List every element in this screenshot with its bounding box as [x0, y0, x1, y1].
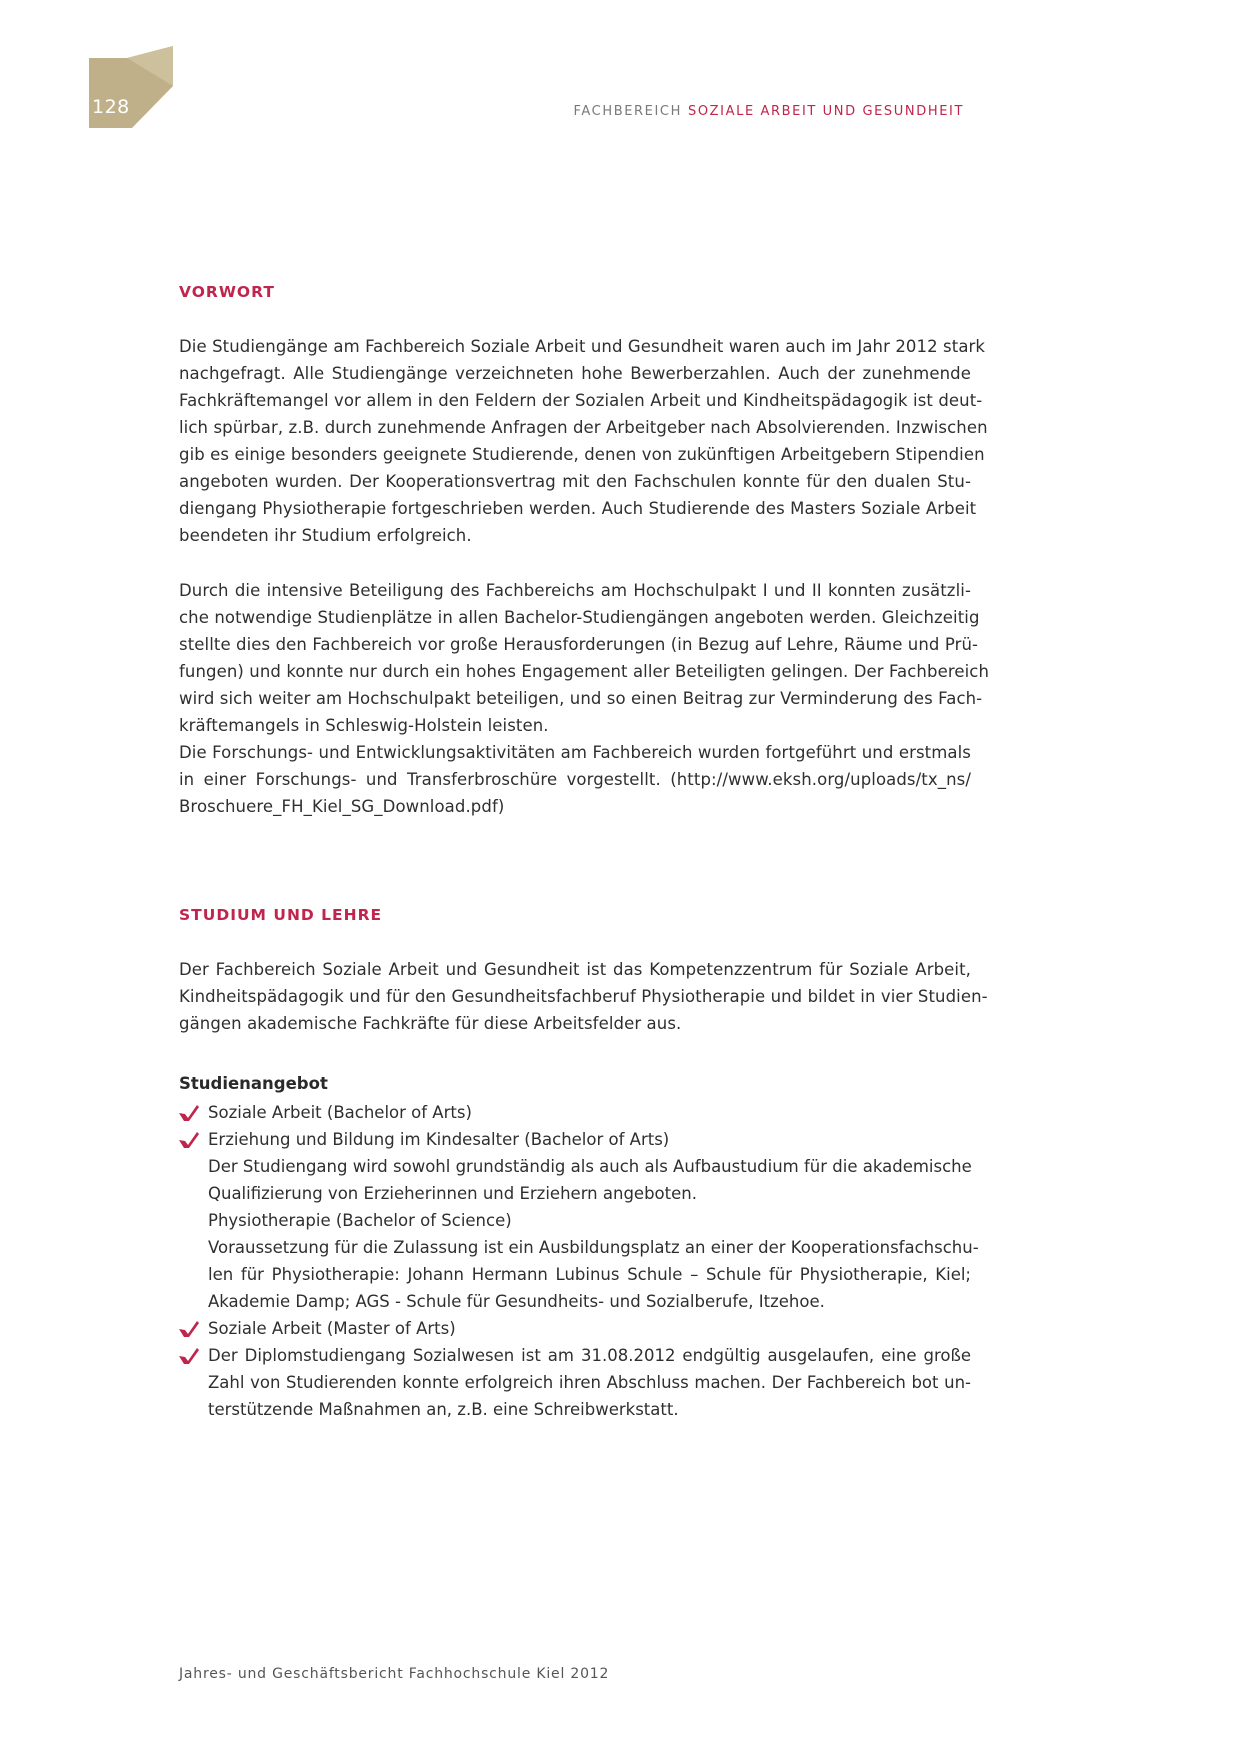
checkmark-icon [179, 1321, 199, 1337]
text-line: Zahl von Studierenden konnte erfolgreich ihren Abschluss machen. Der Fachbereich bot un- [208, 1373, 971, 1392]
text-line: Akademie Damp; AGS - Schule für Gesundheits- und Sozialberufe, Itzehoe. [208, 1292, 825, 1311]
running-header-section: SOZIALE ARBEIT UND GESUNDHEIT [687, 104, 964, 119]
text-line: kräftemangels in Schleswig-Holstein leisten. [179, 716, 549, 735]
studienangebot-list [179, 1099, 979, 1423]
text-line: Fachkräftemangel vor allem in den Feldern der Sozialen Arbeit und Kindheitspädagogik ist deut- [179, 391, 983, 410]
text-line: Soziale Arbeit (Master of Arts) [208, 1319, 456, 1338]
list-item [179, 1126, 979, 1315]
text-line: fungen) und konnte nur durch ein hohes Engagement aller Beteiligten gelingen. Der Fachbereich [179, 662, 990, 681]
text-line: stellte dies den Fachbereich vor große Herausforderungen (in Bezug auf Lehre, Räume und Prü- [179, 635, 979, 654]
text-line: Qualifizierung von Erzieherinnen und Erziehern angeboten. [208, 1184, 697, 1203]
text-line: Der Studiengang wird sowohl grundständig als auch als Aufbaustudium für die akademische [208, 1157, 972, 1176]
section-heading-studium-und-lehre: STUDIUM UND LEHRE [179, 906, 383, 924]
text-line: Kindheitspädagogik und für den Gesundheitsfachberuf Physiotherapie und bildet in vier Studien- [179, 987, 988, 1006]
vorwort-paragraph-2 [179, 577, 990, 820]
text-line: nachgefragt. Alle Studiengänge verzeichneten hohe Bewerberzahlen. Auch der zunehmende [179, 364, 971, 383]
text-line: Der Fachbereich Soziale Arbeit und Gesundheit ist das Kompetenzzentrum für Soziale Arbeit, [179, 960, 971, 979]
text-line: Broschuere_FH_Kiel_SG_Download.pdf) [179, 797, 505, 816]
running-header [574, 104, 964, 119]
list-item [179, 1342, 971, 1423]
checkmark-icon [179, 1132, 199, 1148]
running-header-label: FACHBEREICH [573, 104, 682, 119]
text-line: Die Forschungs- und Entwicklungsaktivitäten am Fachbereich wurden fortgeführt und erstmals [179, 743, 971, 762]
text-line: Durch die intensive Beteiligung des Fachbereichs am Hochschulpakt I und II konnten zusätzli- [179, 581, 971, 600]
text-line: wird sich weiter am Hochschulpakt beteiligen, und so einen Beitrag zur Verminderung des Fach- [179, 689, 983, 708]
text-line: gängen akademische Fachkräfte für diese Arbeitsfelder aus. [179, 1014, 682, 1033]
list-item [179, 1315, 971, 1342]
text-line: che notwendige Studienplätze in allen Bachelor-Studiengängen angeboten werden. Gleichzeitig [179, 608, 980, 627]
page-number: 128 [92, 96, 130, 118]
text-line: Der Diplomstudiengang Sozialwesen ist am 31.08.2012 endgültig ausgelaufen, eine große [208, 1346, 971, 1365]
text-line: len für Physiotherapie: Johann Hermann Lubinus Schule – Schule für Physiotherapie, Kiel; [208, 1265, 971, 1284]
text-line: in einer Forschungs- und Transferbroschüre vorgestellt. (http://www.eksh.org/uploads/tx_ns/ [179, 770, 971, 789]
text-line: gib es einige besonders geeignete Studierende, denen von zukünftigen Arbeitgebern Stipendien [179, 445, 985, 464]
section-heading-vorwort: VORWORT [179, 283, 275, 301]
text-line: Soziale Arbeit (Bachelor of Arts) [208, 1103, 472, 1122]
text-line: lich spürbar, z.B. durch zunehmende Anfragen der Arbeitgeber nach Absolvierenden. Inzwischen [179, 418, 988, 437]
text-line: Voraussetzung für die Zulassung ist ein Ausbildungsplatz an einer der Kooperationsfachschu- [208, 1238, 979, 1257]
text-line: Die Studiengänge am Fachbereich Soziale Arbeit und Gesundheit waren auch im Jahr 2012 stark [179, 337, 986, 356]
text-line: Erziehung und Bildung im Kindesalter (Bachelor of Arts) [208, 1130, 670, 1149]
vorwort-paragraph-1 [179, 333, 988, 549]
text-line: Physiotherapie (Bachelor of Science) [208, 1211, 512, 1230]
list-item [179, 1099, 971, 1126]
subheading-studienangebot: Studienangebot [179, 1074, 328, 1093]
checkmark-icon [179, 1348, 199, 1364]
text-line: angeboten wurden. Der Kooperationsvertrag mit den Fachschulen konnte für den dualen Stu- [179, 472, 971, 491]
text-line: beendeten ihr Studium erfolgreich. [179, 526, 472, 545]
text-line: terstützende Maßnahmen an, z.B. eine Schreibwerkstatt. [208, 1400, 679, 1419]
footer: Jahres- und Geschäftsbericht Fachhochschule Kiel 2012 [179, 1666, 610, 1682]
studium-intro-paragraph [179, 956, 988, 1037]
checkmark-icon [179, 1105, 199, 1121]
text-line: diengang Physiotherapie fortgeschrieben werden. Auch Studierende des Masters Soziale Arbeit [179, 499, 977, 518]
